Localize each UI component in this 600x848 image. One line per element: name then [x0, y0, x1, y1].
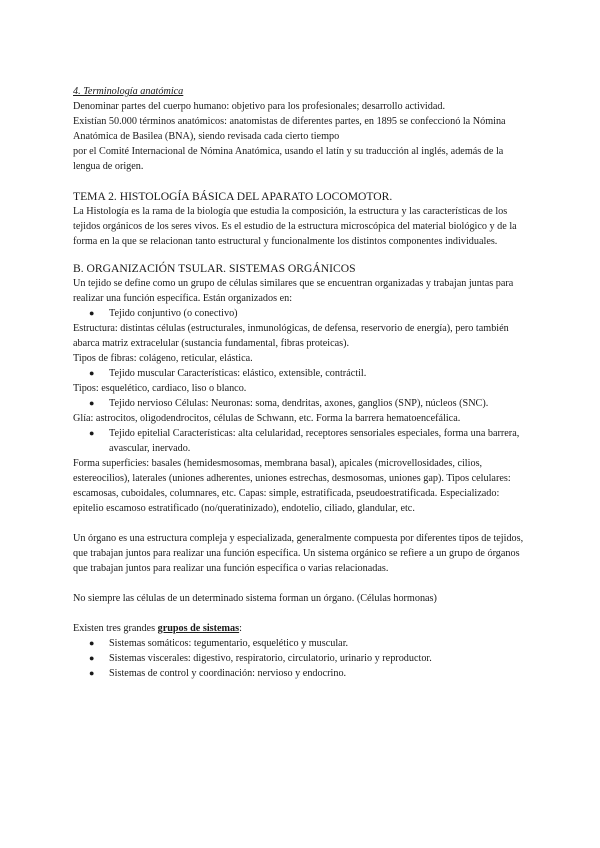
bullet-icon: ●	[89, 398, 95, 408]
sistemas-intro	[73, 621, 525, 636]
spacer	[73, 174, 525, 189]
epitelial-details: Forma superficies: basales (hemidesmosomas, membrana basal), apicales (microvellosidades, cilios, estereocilios), laterales (uniones adherentes, uniones estrechas, desmosomas, uniones gap). Tipos celulares: escamosas, cuboidales, columnares, etc. Capas: simple, estratificada, pseudoestratificada. Especializado: epitelio escamoso estratificado (no/queratinizado), endotelio, ciliado, glandular, etc.	[73, 458, 511, 514]
bullet-icon: ●	[89, 308, 95, 318]
list-item	[73, 636, 525, 651]
list-item-text: Tejido muscular Características: elástico, extensible, contráctil.	[109, 368, 367, 379]
tema-2-paragraph: La Histología es la rama de la biología que estudia la composición, la estructura y las características de los tejidos orgánicos de los seres vivos. Es el estudio de la estructura microscópica del material biológico y de la forma en la que se relacionan tanto estructural y funcionalmente los distintos componentes individuales.	[73, 206, 517, 247]
bullet-icon: ●	[89, 428, 95, 438]
muscular-types: Tipos: esquelético, cardiaco, liso o blanco.	[73, 383, 247, 394]
nervioso-glia: Glía: astrocitos, oligodendrocitos, células de Schwann, etc. Forma la barrera hematoencefálica.	[73, 413, 461, 424]
tema-2-title: TEMA 2. HISTOLOGÍA BÁSICA DEL APARATO LOCOMOTOR.	[73, 190, 393, 203]
section-4-line-3: por el Comité Internacional de Nómina Anatómica, usando el latín y su traducción al inglés, además de la lengua de origen.	[73, 146, 504, 172]
organo-paragraph: Un órgano es una estructura compleja y especializada, generalmente compuesta por diferentes tipos de tejidos, que trabajan juntos para realizar una función específica. Un sistema orgánico se refiere a un grupo de órganos que trabajan juntos para realizar una función específica o varias relacionadas.	[73, 533, 524, 574]
section-4-line-2: Existían 50.000 términos anatómicos: anatomistas de diferentes partes, en 1895 se confeccionó la Nómina Anatómica de Basilea (BNA), siendo revisada cada cierto tiempo	[73, 116, 506, 142]
list-item-text: Tejido epitelial Características: alta celularidad, receptores sensoriales especiales, forma una barrera, avascular, inervado.	[109, 428, 520, 454]
list-item	[73, 396, 525, 411]
list-item-text: Tejido nervioso Células: Neuronas: soma, dendritas, axones, ganglios (SNP), núcleos (SNC).	[109, 398, 489, 409]
list-item-text: Sistemas de control y coordinación: nervioso y endocrino.	[109, 668, 347, 679]
document-page	[73, 84, 525, 681]
list-item	[73, 306, 525, 321]
spacer	[73, 576, 525, 591]
section-4-line-1: Denominar partes del cuerpo humano: objetivo para los profesionales; desarrollo actividad.	[73, 101, 446, 112]
list-item	[73, 426, 525, 456]
tissue-list-3	[73, 396, 525, 411]
tissue-list-4	[73, 426, 525, 456]
bullet-icon: ●	[89, 368, 95, 378]
bullet-icon: ●	[89, 638, 95, 648]
list-item-text: Sistemas viscerales: digestivo, respiratorio, circulatorio, urinario y reproductor.	[109, 653, 432, 664]
spacer	[73, 606, 525, 621]
conjuntivo-structure: Estructura: distintas células (estructurales, inmunológicas, de defensa, reservorio de energía), pero también abarca matriz extracelular (sustancia fundamental, fibras proteicas).	[73, 323, 509, 349]
bullet-icon: ●	[89, 653, 95, 663]
sistemas-intro-suffix: :	[239, 623, 242, 634]
sistemas-list	[73, 636, 525, 681]
list-item-text: Sistemas somáticos: tegumentario, esquelético y muscular.	[109, 638, 349, 649]
sistemas-intro-prefix: Existen tres grandes	[73, 623, 158, 634]
conjuntivo-fibers: Tipos de fibras: colágeno, reticular, elástica.	[73, 353, 253, 364]
section-b-title: B. ORGANIZACIÓN TSULAR. SISTEMAS ORGÁNICOS	[73, 262, 356, 275]
tissue-list-1	[73, 306, 525, 321]
section-4-title	[73, 84, 525, 99]
section-4-title-text: 4. Terminología anatómica	[73, 86, 184, 97]
list-item-text: Tejido conjuntivo (o conectivo)	[109, 308, 238, 319]
bullet-icon: ●	[89, 668, 95, 678]
list-item	[73, 666, 525, 681]
list-item	[73, 651, 525, 666]
sistemas-intro-strong: grupos de sistemas	[157, 623, 240, 634]
organo-note: No siempre las células de un determinado sistema forman un órgano. (Células hormonas)	[73, 593, 437, 604]
tissue-list-2	[73, 366, 525, 381]
list-item	[73, 366, 525, 381]
spacer	[73, 249, 525, 261]
spacer	[73, 516, 525, 531]
section-b-intro: Un tejido se define como un grupo de células similares que se encuentran organizadas y trabajan juntas para realizar una función específica. Están organizados en:	[73, 278, 514, 304]
